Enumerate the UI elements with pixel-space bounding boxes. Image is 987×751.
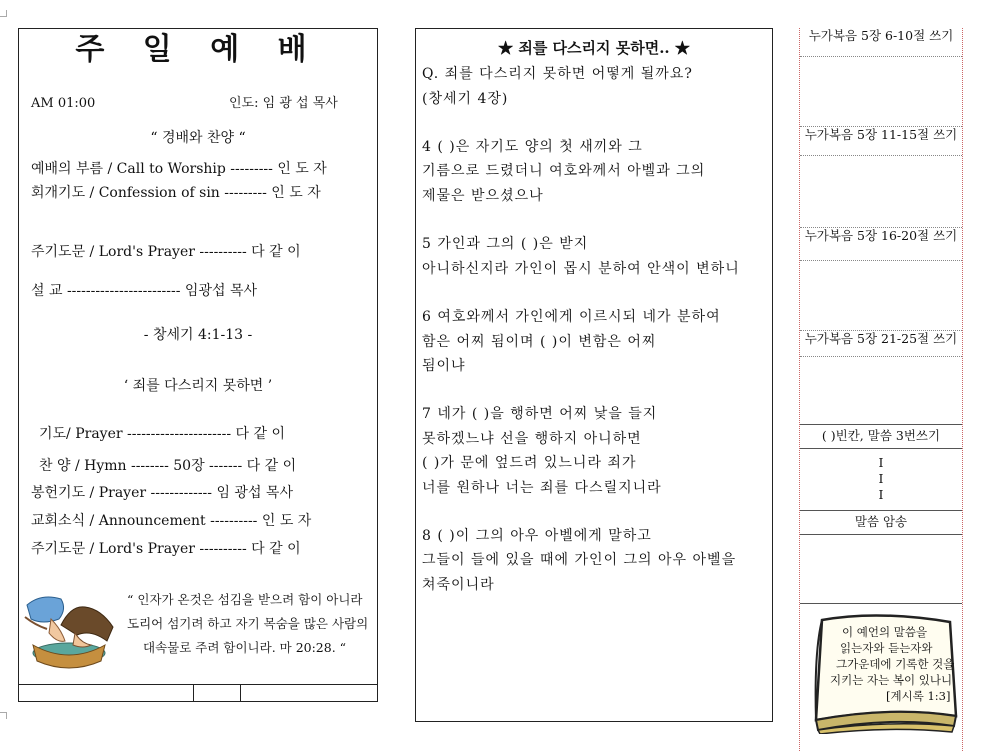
- luke-writing-label: 누가복음 5장 16-20절 쓰기: [804, 229, 958, 243]
- writing-box: [800, 260, 962, 330]
- worksheet-line: 4 ( )은 자기도 양의 첫 새끼와 그: [422, 139, 643, 155]
- worksheet-line: 기름으로 드렸더니 여호와께서 아벨과 그의: [422, 163, 706, 179]
- order-item: 기도/ Prayer ---------------------- 다 같 이: [39, 426, 286, 442]
- order-item: 예배의 부름 / Call to Worship --------- 인 도 자: [31, 161, 327, 177]
- worksheet-line: 6 여호와께서 가인에게 이르시되 네가 분하여: [422, 309, 721, 325]
- quote-line: “ 인자가 온것은 섬김을 받으려 함이 아니라: [127, 592, 363, 607]
- worksheet-line: 못하겠느냐 선을 행하지 아니하면: [422, 431, 642, 447]
- worksheet-line: (창세기 4장): [422, 91, 509, 107]
- foot-washing-illustration: [21, 585, 125, 669]
- luke-writing-label: 누가복음 5장 6-10절 쓰기: [808, 29, 954, 43]
- service-leader: 인도: 임 광 섭 목사: [229, 96, 338, 111]
- worksheet-line: 제물은 받으셨으나: [422, 188, 544, 204]
- worksheet-line: ( )가 문에 엎드려 있느니라 죄가: [422, 455, 637, 471]
- bible-verse-line: 읽는자와 듣는자와: [840, 641, 933, 655]
- worksheet-title: ★ 죄를 다스리지 못하면.. ★: [498, 39, 690, 57]
- recite-box: [800, 534, 962, 604]
- worksheet-line: 8 ( )이 그의 아우 아벨에게 말하고: [422, 528, 652, 544]
- tally-mark: I: [878, 472, 884, 486]
- sermon-title: ‘ 죄를 다스리지 못하면 ’: [123, 378, 273, 394]
- luke-writing-label: 누가복음 5장 11-15절 쓰기: [804, 128, 958, 142]
- tally-mark: I: [878, 456, 884, 470]
- luke-writing-label: 누가복음 5장 21-25절 쓰기: [804, 332, 958, 346]
- order-item: 봉헌기도 / Prayer ------------- 임 광섭 목사: [31, 485, 293, 501]
- worksheet-line: 아니하신지라 가인이 몹시 분하여 안색이 변하니: [422, 261, 740, 277]
- order-item: 회개기도 / Confession of sin --------- 인 도 자: [31, 185, 321, 201]
- order-item: 주기도문 / Lord's Prayer ---------- 다 같 이: [31, 541, 301, 557]
- worksheet-line: 함은 어찌 됨이며 ( )이 변함은 어찌: [422, 334, 657, 350]
- crop-mark: [0, 712, 7, 719]
- sermon-worksheet-panel: [415, 28, 773, 722]
- recite-label-cell: [800, 510, 962, 534]
- footer-table-row: [19, 684, 377, 701]
- writing-label-cell: [800, 28, 962, 56]
- worksheet-line: 됨이냐: [422, 358, 466, 374]
- praise-heading: “ 경배와 찬양 “: [150, 130, 246, 146]
- writing-label-cell: [800, 330, 962, 356]
- scripture-reference: - 창세기 4:1-13 -: [143, 327, 253, 343]
- order-item: 설 교 ------------------------ 임광섭 목사: [31, 283, 257, 299]
- crop-mark: [0, 10, 7, 17]
- order-item: 교회소식 / Announcement ---------- 인 도 자: [31, 513, 312, 529]
- quote-line: 대속물로 주려 함이니라. 마 20:28. “: [143, 640, 347, 655]
- worksheet-line: 쳐죽이니라: [422, 577, 495, 593]
- tally-mark: I: [878, 488, 884, 502]
- service-time: AM 01:00: [31, 96, 96, 111]
- blank-instruction-cell: [800, 424, 962, 448]
- quote-line: 도리어 섬기려 하고 자기 목숨을 많은 사람의: [127, 616, 369, 631]
- writing-box: [800, 56, 962, 126]
- bible-writing-column: [799, 28, 963, 751]
- worship-title: 주 일 예 배: [75, 32, 321, 67]
- blank-instruction-label: ( )빈칸, 말씀 3번쓰기: [821, 429, 941, 443]
- bible-verse-reference: [계시록 1:3]: [886, 689, 951, 703]
- worksheet-line: 5 가인과 그의 ( )은 받지: [422, 236, 589, 252]
- order-item: 주기도문 / Lord's Prayer ---------- 다 같 이: [31, 244, 301, 260]
- recite-label: 말씀 암송: [854, 515, 908, 529]
- worksheet-line: Q. 죄를 다스리지 못하면 어떻게 될까요?: [422, 66, 693, 82]
- bible-verse-line: 그가운데에 기록한 것을: [836, 657, 955, 671]
- order-item: 찬 양 / Hymn -------- 50장 ------- 다 같 이: [39, 458, 297, 474]
- worship-order-panel: [18, 28, 378, 702]
- writing-label-cell: [800, 227, 962, 260]
- tally-cell: [800, 448, 962, 510]
- worksheet-line: 7 네가 ( )을 행하면 어찌 낯을 들지: [422, 406, 658, 422]
- worksheet-line: 너를 원하나 너는 죄를 다스릴지니라: [422, 480, 662, 496]
- worksheet-line: 그들이 들에 있을 때에 가인이 그의 아우 아벨을: [422, 552, 737, 568]
- writing-box: [800, 155, 962, 227]
- writing-label-cell: [800, 126, 962, 155]
- bible-verse-line: 지키는 자는 복이 있나니: [830, 673, 953, 687]
- writing-box: [800, 356, 962, 424]
- bible-verse-line: 이 예언의 말씀을: [842, 625, 928, 639]
